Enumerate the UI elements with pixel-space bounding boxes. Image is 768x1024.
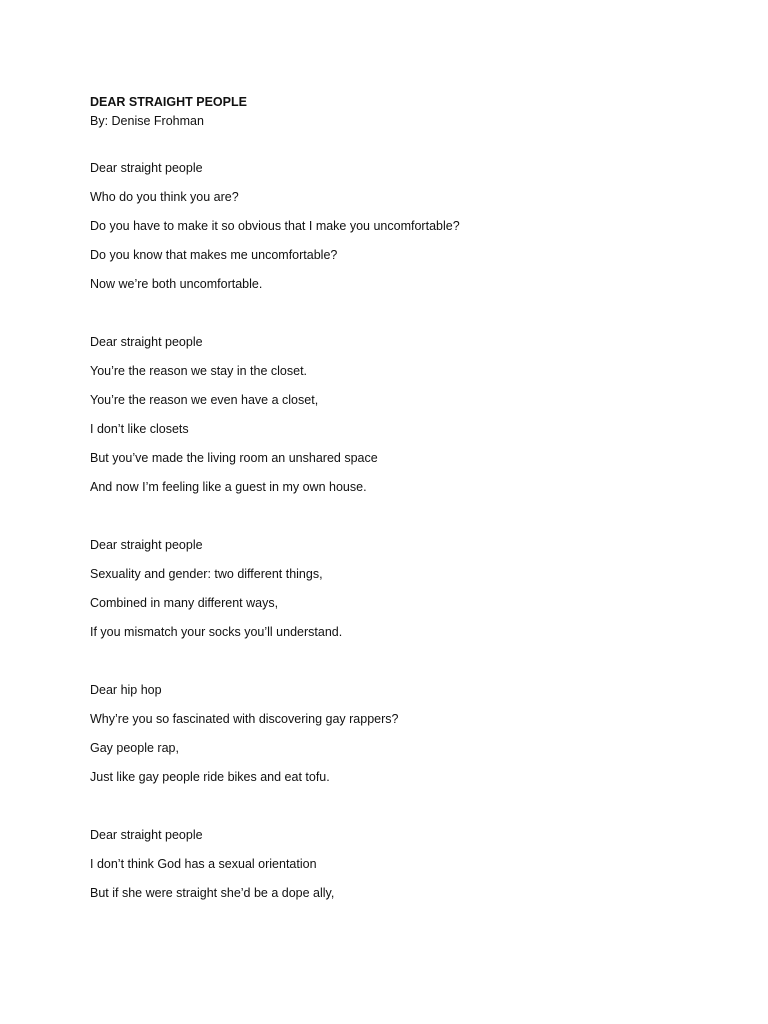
poem-line: Who do you think you are? (90, 190, 239, 204)
poem-line: Dear straight people (90, 828, 203, 842)
poem-stanza (90, 536, 730, 642)
poem-line: Do you have to make it so obvious that I make you uncomfortable? (90, 219, 460, 233)
poem-line: You’re the reason we stay in the closet. (90, 364, 308, 378)
stanza-gap (90, 652, 730, 681)
poem-line: Combined in many different ways, (90, 596, 279, 610)
poem-stanza (90, 681, 730, 787)
stanza-gap (90, 797, 730, 826)
poem-line: Sexuality and gender: two different things, (90, 567, 323, 581)
poem-line: Dear hip hop (90, 683, 162, 697)
poem-line: Just like gay people ride bikes and eat tofu. (90, 770, 330, 784)
poem-stanza (90, 826, 730, 903)
document-header (90, 93, 247, 131)
poem-line: Dear straight people (90, 335, 203, 349)
poem-line: Dear straight people (90, 161, 203, 175)
poem-line: But you’ve made the living room an unshared space (90, 451, 378, 465)
poem-line: I don’t like closets (90, 422, 189, 436)
stanza-gap (90, 304, 730, 333)
poem-line: Dear straight people (90, 538, 203, 552)
poem-stanza (90, 333, 730, 497)
document-byline: By: Denise Frohman (90, 114, 204, 128)
poem-line: And now I’m feeling like a guest in my own house. (90, 480, 367, 494)
stanza-gap (90, 507, 730, 536)
poem-line: But if she were straight she’d be a dope ally, (90, 886, 335, 900)
document-title: DEAR STRAIGHT PEOPLE (90, 95, 247, 109)
poem-line: Now we’re both uncomfortable. (90, 277, 263, 291)
poem-line: You’re the reason we even have a closet, (90, 393, 319, 407)
poem-line: Gay people rap, (90, 741, 179, 755)
poem-line: I don’t think God has a sexual orientation (90, 857, 317, 871)
poem-line: Do you know that makes me uncomfortable? (90, 248, 338, 262)
poem-body (90, 159, 730, 913)
poem-line: Why’re you so fascinated with discovering gay rappers? (90, 712, 399, 726)
poem-stanza (90, 159, 730, 294)
poem-line: If you mismatch your socks you’ll understand. (90, 625, 343, 639)
